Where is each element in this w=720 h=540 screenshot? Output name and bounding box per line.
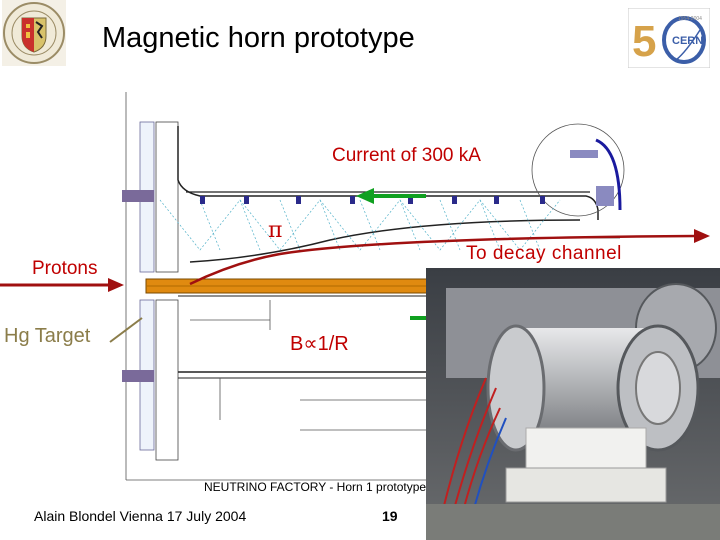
current-label: Current of 300 kA [332, 145, 481, 166]
page-number: 19 [382, 508, 398, 524]
field-formula-label: B∝1/R [290, 333, 349, 355]
decay-arrow [694, 229, 710, 243]
drawing-caption: NEUTRINO FACTORY - Horn 1 prototype [204, 480, 427, 494]
pion-label: π [268, 218, 283, 243]
horn-prototype-photo [426, 268, 720, 540]
svg-text:CERN: CERN [672, 35, 704, 47]
footer-author: Alain Blondel Vienna 17 July 2004 [34, 508, 247, 524]
hg-target-label: Hg Target [4, 325, 91, 347]
svg-text:5: 5 [632, 17, 657, 66]
current-arrow [356, 188, 374, 204]
svg-text:1954-2004: 1954-2004 [678, 16, 702, 22]
slide-title: Magnetic horn prototype [102, 22, 415, 54]
proton-arrow [108, 278, 124, 292]
decay-channel-label: To decay channel [466, 243, 622, 264]
protons-label: Protons [32, 258, 98, 279]
